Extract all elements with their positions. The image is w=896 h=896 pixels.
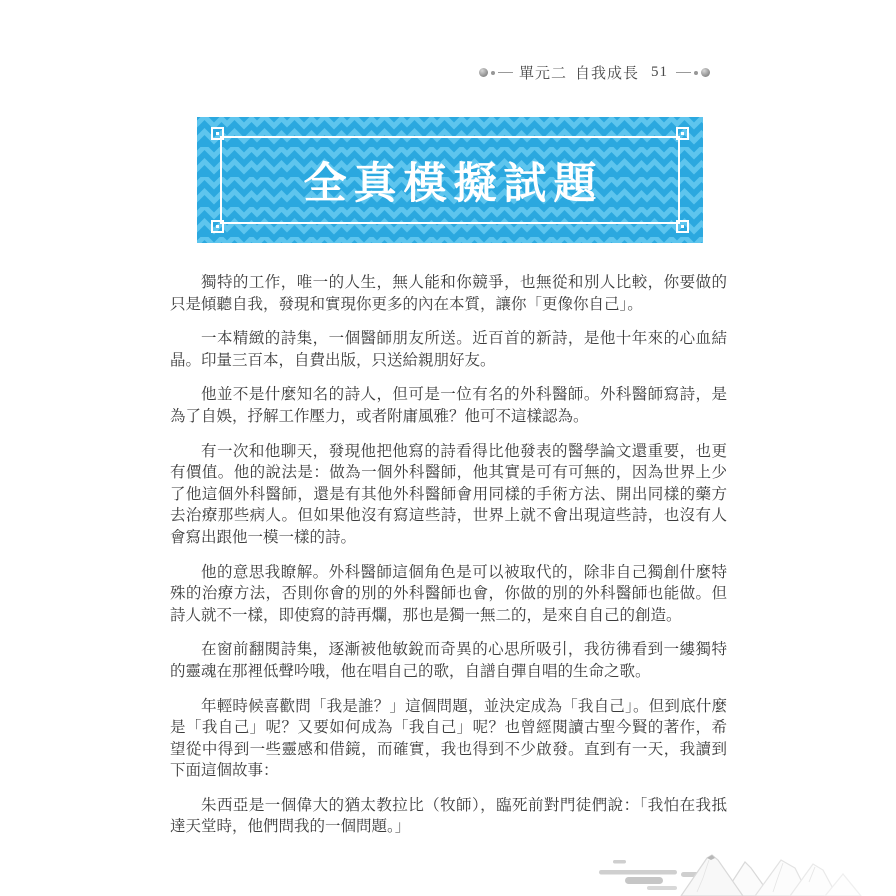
sphere-icon [701, 68, 710, 77]
page-number: 51 [651, 64, 668, 80]
paragraph: 在窗前翻閱詩集，逐漸被他敏銳而奇異的心思所吸引，我彷彿看到一縷獨特的靈魂在那裡低聲吟哦，他在唱自己的歌，自譜自彈自唱的生命之歌。 [170, 641, 727, 680]
banner-title: 全真模擬試題 [303, 159, 604, 208]
paragraph: 朱西亞是一個偉大的猶太教拉比（牧師），臨死前對門徒們說：「我怕在我抵達天堂時，他們問我的一個問題。」 [170, 796, 727, 836]
paragraph: 年輕時候喜歡問「我是誰？」這個問題，並決定成為「我自己」。但到底什麼是「我自己」呢？又要如何成為「我自己」呢？也曾經閱讀古聖今賢的著作，希望從中得到一些靈感和借鏡，而確實，我也得到不少啟發。直到有一天，我讀到下面這個故事： [170, 697, 727, 780]
header-ornament-left [479, 68, 513, 77]
dash-icon [498, 72, 513, 74]
mountain-watermark-icon [585, 848, 885, 896]
paragraph: 他的意思我瞭解。外科醫師這個角色是可以被取代的，除非自己獨創什麼特殊的治療方法，否則你會的別的外科醫師也會，你做的別的外科醫師也能做。但詩人就不一樣，即使寫的詩再爛，那也是獨一無二的，是來自自己的創造。 [170, 563, 727, 624]
section-title: 自我成長 [574, 66, 639, 82]
paragraph: 有一次和他聊天，發現他把他寫的詩看得比他發表的醫學論文還重要，也更有價值。他的說法是：做為一個外科醫師，他其實是可有可無的，因為世界上少了他這個外科醫師，還是有其他外科醫師會用同樣的手術方法、開出同樣的藥方去治療那些病人。但如果他沒有寫這些詩，世界上就不會出現這些詩，也沒有人會寫出跟他一模一樣的詩。 [170, 442, 727, 546]
dot-icon [694, 71, 698, 75]
dash-icon [676, 72, 691, 74]
sphere-icon [479, 68, 488, 77]
body-text [170, 272, 727, 851]
paragraph: 一本精緻的詩集，一個醫師朋友所送。近百首的新詩，是他十年來的心血結晶。印量三百本，自費出版，只送給親朋好友。 [170, 330, 727, 369]
page-header [479, 62, 710, 83]
unit-title: 單元二 [518, 66, 567, 82]
header-ornament-right [676, 68, 710, 77]
dot-icon [491, 71, 495, 75]
paragraph: 他並不是什麼知名的詩人，但可是一位有名的外科醫師。外科醫師寫詩，是為了自娛，抒解工作壓力，或者附庸風雅？他可不這樣認為。 [170, 386, 727, 425]
paragraph: 獨特的工作，唯一的人生，無人能和你競爭，也無從和別人比較，你要做的只是傾聽自我，發現和實現你更多的內在本質，讓你「更像你自己」。 [170, 274, 727, 313]
section-banner [197, 117, 703, 243]
